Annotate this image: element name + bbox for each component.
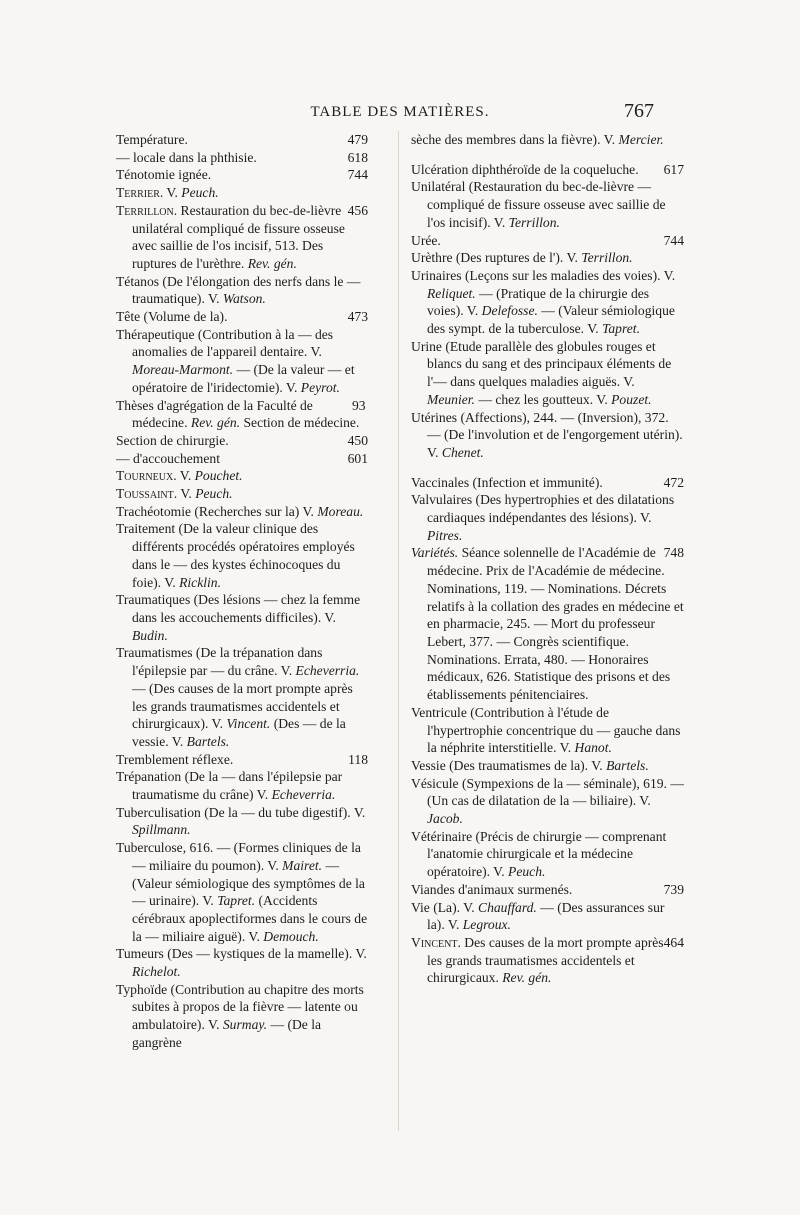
page-reference: 450 [347,432,368,448]
entry-text: Thérapeutique (Contribution à la — des anomalies de l'appareil dentaire. V. [116,326,334,360]
page-reference: 479 [347,132,368,147]
author-reference: Surmay. [222,1017,268,1033]
headword: Toussaint [116,486,174,502]
author-reference: Budin. [132,627,168,643]
headword: Terrillon [116,202,174,218]
author-reference: Bartels. [186,733,230,749]
entry-text: Viandes d'animaux surmenés. [411,881,573,897]
author-reference: Jacob. [427,811,463,827]
index-entry [116,450,368,468]
author-reference: Tapret. [602,321,640,337]
author-reference: Peyrot. [300,379,340,395]
entry-text: Vessie (Des traumatismes de la). V. [411,757,607,773]
index-entry [411,267,684,338]
entry-text: Urée. [411,232,441,248]
page-reference: 472 [663,474,684,490]
entry-text: Ventricule (Contribution à l'étude de l'hypertrophie concentrique du — gauche dans la néphrite interstitielle. V. [411,704,681,756]
entry-text: . V. [159,185,182,201]
entry-text: Trachéotomie (Recherches sur la) V. [116,503,318,519]
author-reference: Hanot. [574,740,612,756]
page-reference: 618 [347,149,368,165]
author-reference: Pouzet. [611,391,652,407]
entry-text: Urine (Etude parallèle des globules rouges et blancs du sang et des principaux éléments de l'— dans quelques maladies aiguës. V. [411,338,672,390]
entry-text: Tumeurs (Des — kystiques de la mamelle). V. [116,946,367,962]
entry-text: Tuberculisation (De la — du tube digestif). V. [116,804,366,820]
author-reference: Reliquet. [427,285,476,301]
entry-text: Tuberculose, 616. — (Formes cliniques de la — miliaire du poumon). V. [116,840,361,873]
author-reference: Echeverria. [295,663,360,679]
entry-text: Tête (Volume de la). [116,309,228,325]
author-reference: Mairet. [282,857,323,873]
author-reference: Terrillon. [508,214,560,230]
author-reference: Meunier. [427,391,475,407]
entry-text: Traitement (De la valeur clinique des différents procédés opératoires employés dans le — des kystes échinocoques du foie). V. [116,521,355,590]
index-entry [116,326,368,397]
index-entry: 93 Thèses d'agrégation de la Faculté de médecine. Rev. gén. Section de médecine. [116,397,366,431]
entry-text: Traumatismes (De la trépanation dans l'épilepsie par — du crâne. V. [116,645,323,679]
page-reference: 744 [347,167,368,183]
entry-text: — d'accouchement [116,450,220,466]
index-entry [116,273,368,308]
right-index-column [411,131,684,987]
index-entry [411,161,684,179]
author-reference: Chenet. [441,444,484,460]
entry-text: Tétanos (De l'élongation des nerfs dans le — traumatique). V. [116,273,361,307]
index-entry [411,757,684,775]
index-entry [116,751,368,769]
entry-text: — (Des assurances sur la). V. [427,899,665,933]
index-entry [411,828,684,881]
author-reference: Peuch. [508,864,546,880]
entry-text: Vaccinales (Infection et immunité). [411,474,603,490]
author-reference: Pouchet. [194,468,243,484]
author-reference: Chauffard. [478,899,537,915]
author-reference: Pitres. [427,527,463,543]
page-reference: 748 [663,545,684,561]
author-reference: Rev. gén. [247,255,297,271]
index-entry [411,704,684,757]
entry-text: Ulcération diphthéroïde de la coqueluche. [411,161,639,177]
entry-text: Vésicule (Sympexions de la — séminale), 619. — (Un cas de dilatation de la — biliaire). V. [411,775,684,809]
index-entry [411,131,684,149]
column-divider [398,131,399,1131]
entry-text: (Accidents cérébraux apoplectiformes dans le cours de la — miliaire aiguë). V. [132,893,368,944]
index-entry [411,544,684,703]
running-header: TABLE DES MATIÈRES. [310,104,490,120]
author-reference: Tapret. [217,893,256,909]
index-entry [116,503,368,521]
index-entry [116,485,368,503]
author-reference: Variétés. [411,545,459,561]
entry-text: Séance solennelle de l'Académie de médecine. Prix de l'Académie de médecine. Nominations, 119. — Nominations. Décrets relatifs à la collation des grades en médecine et en pharmacie, 245. — Mort du professeur Lebert, 377. — Congrès scientifique. Nominations. Errata, 480. — Honoraires médicaux, 626. Statistique des prisons et des établissements pénitenciaires. [427,545,684,703]
index-entry [116,308,368,326]
index-entry [116,591,368,644]
index-entry [116,945,368,980]
entry-text: — (Valeur sémiologique des symptômes de la — urinaire). V. [132,857,365,909]
entry-text: — (Des causes de la mort prompte après les grands traumatismes accidentels et chirurgicaux). V. [132,680,353,732]
author-reference: Peuch. [195,486,233,502]
index-entry [411,474,684,492]
author-reference: Mercier. [618,132,664,147]
entry-text: Traumatiques (Des lésions — chez la femme dans les accouchements difficiles). V. [116,592,361,625]
entry-text: Tremblement réflexe. [116,751,234,767]
entry-text: Vétérinaire (Précis de chirurgie — comprenant l'anatomie chirurgicale et la médecine opératoire). V. [411,828,667,880]
entry-text: Utérines (Affections), 244. — (Inversion), 372. — (De l'involution et de l'engorgement utérin). V. [411,409,683,460]
index-entry [411,934,684,987]
author-reference: Demouch. [263,928,319,944]
page-reference: 744 [663,232,684,248]
index-entry [411,409,684,462]
index-entry [116,839,368,945]
entry-text: Typhoïde (Contribution au chapitre des morts subites à propos de la fièvre — latente ou ambulatoire). V. [116,981,364,1033]
author-reference: Peuch. [181,185,219,201]
author-reference: Terrillon. [581,250,633,266]
left-index-column [116,131,368,1052]
entry-text: . Restauration du bec-de-lièvre unilatéral compliqué de fissure osseuse avec saillie de l'os incisif, 513. Des ruptures de l'urèthre. [132,202,345,271]
page-reference: 617 [663,161,684,177]
entry-text: (Des — de la vessie. V. [132,716,346,749]
author-reference: Delefosse. [481,303,538,319]
entry-text: — chez les goutteux. V. [474,391,612,407]
index-entry [411,338,684,409]
index-entry [411,775,684,828]
entry-text: . Des causes de la mort prompte après les grands traumatismes accidentels et chirurgicaux. [427,934,664,986]
index-entry [116,768,368,803]
page-reference: 456 [347,202,368,218]
entry-text: — (De la gangrène [132,1017,322,1050]
index-entry [411,232,684,250]
entry-text: Valvulaires (Des hypertrophies et des dilatations cardiaques indépendantes des lésions). V. [411,492,675,526]
author-reference: Rev. gén. [502,970,552,986]
index-entry [116,981,368,1052]
author-reference: Spillmann. [132,822,191,838]
entry-text: Section de chirurgie. [116,432,229,448]
author-reference: Vincent. [226,716,271,732]
index-entry [116,520,368,591]
index-entry [116,131,368,149]
entry-text: — (De la valeur — et opératoire de l'iridectomie). V. [132,362,355,395]
index-entry [411,178,684,231]
index-entry [116,184,368,202]
headword: Vincent [411,934,458,950]
entry-text: . V. [173,468,195,484]
author-reference: Echeverria. [271,787,336,803]
entry-text: — locale dans la phthisie. [116,149,257,165]
headword: Terrier [116,185,160,201]
entry-text: sèche des membres dans la fièvre). V. [411,132,619,147]
index-entry [116,804,368,839]
author-reference: Richelot. [132,964,181,980]
entry-text: Urinaires (Leçons sur les maladies des voies). V. [411,267,676,283]
entry-text: Thèses d'agrégation de la Faculté de médecine. [116,397,313,431]
author-reference: Legroux. [462,917,511,933]
headword: Tourneux [116,468,174,484]
page-reference: 601 [347,450,368,466]
index-entry [411,249,684,267]
page-reference: 464 [663,934,684,950]
index-entry [116,166,368,184]
author-reference: Moreau-Marmont. [132,362,234,378]
entry-text: Section de médecine. [240,415,360,431]
index-entry [116,467,368,485]
index-entry [116,644,368,750]
author-reference: Watson. [222,291,266,307]
page-reference: 739 [663,881,684,897]
author-reference: Ricklin. [179,574,221,590]
index-entry [116,432,368,450]
page-reference: 118 [348,751,368,767]
entry-text: Unilatéral (Restauration du bec-de-lièvre — compliqué de fissure osseuse avec saillie de l'os incisif). V. [411,179,666,230]
entry-text: Urèthre (Des ruptures de l'). V. [411,250,582,266]
entry-text: Ténotomie ignée. [116,167,212,183]
entry-text: — (Valeur sémiologique des sympt. de la tuberculose. V. [427,303,675,337]
index-entry [411,899,684,934]
author-reference: Bartels. [606,757,649,773]
index-entry [411,881,684,899]
page-number: 767 [624,100,654,122]
index-entry [116,202,368,273]
index-entry [411,491,684,544]
index-entry [116,149,368,167]
page-reference: 473 [347,309,368,325]
entry-text: Trépanation (De la — dans l'épilepsie par traumatisme du crâne) V. [116,769,343,803]
entry-text: . V. [173,486,196,502]
author-reference: Moreau. [317,503,364,519]
entry-text: — (Pratique de la chirurgie des voies). V. [427,285,650,319]
entry-text: Vie (La). V. [411,899,479,915]
author-reference: Rev. gén. [190,415,241,431]
entry-text: Température. [116,132,188,147]
